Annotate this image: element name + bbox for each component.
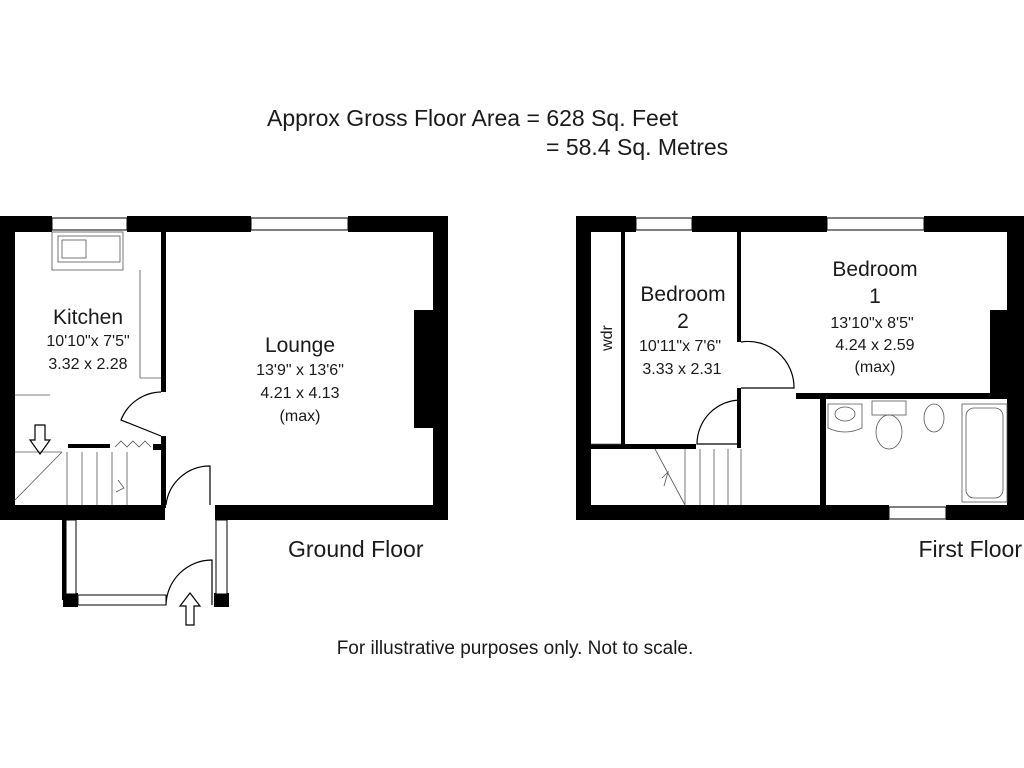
wardrobe-label: wdr (599, 325, 616, 351)
lounge-dim-note: (max) (279, 408, 321, 425)
ff-wall-top-right (924, 216, 1007, 232)
gf-stairs (15, 425, 161, 505)
bedroom2-dim-imperial: 10'11"x 7'6" (638, 338, 722, 355)
ground-floor-title: Ground Floor (288, 536, 424, 562)
bedroom1-label-line2: 1 (869, 285, 881, 308)
disclaimer-text: For illustrative purposes only. Not to scale. (336, 638, 694, 659)
ff-wall-bed2-left (621, 232, 625, 444)
ff-wall-bottom-right (946, 505, 1024, 520)
bedroom1-label-line1: Bedroom (832, 258, 918, 281)
ff-stairs (655, 449, 741, 505)
gf-wall-left (0, 216, 15, 520)
gf-wall-bottom-right (215, 505, 448, 520)
gross-area-sqm: = 58.4 Sq. Metres (546, 134, 729, 160)
ff-wall-bed2-bottom (591, 444, 696, 449)
gf-door-kitchen-swing (121, 392, 161, 436)
ff-window-bedroom1 (827, 218, 924, 230)
bedroom1-dim-note: (max) (854, 359, 896, 376)
lounge-dim-imperial: 13'9" x 13'6" (256, 362, 344, 379)
ff-window-bedroom2 (636, 218, 692, 230)
kitchen-label: Kitchen (52, 306, 124, 329)
kitchen-dim-imperial: 10'10"x 7'5" (46, 333, 130, 350)
gf-internal-wall-upper (161, 232, 166, 392)
basin-icon (828, 404, 862, 432)
kitchen-dim-metric: 3.32 x 2.28 (48, 356, 128, 373)
kitchen-sink-bowl (62, 240, 86, 258)
ground-floor-plan (0, 216, 448, 625)
ff-wall-bed2-right (737, 232, 741, 342)
gf-wall-bottom-left (0, 505, 165, 520)
entrance-arrow-icon (180, 593, 200, 625)
bedroom2-dim-metric: 3.33 x 2.31 (642, 361, 722, 378)
gf-window-lounge (251, 218, 348, 230)
ff-door-bed1-swing (741, 341, 794, 388)
bidet-icon (924, 404, 944, 432)
gf-porch-door-swing (166, 560, 212, 605)
ff-door-bed2-swing (697, 400, 741, 444)
toilet-icon (876, 415, 902, 449)
gf-porch (62, 466, 229, 625)
gf-window-kitchen (52, 218, 127, 230)
ff-wall-bath-left (820, 393, 826, 505)
bedroom2-label-line2: 2 (677, 310, 689, 333)
gf-internal-wall-lower (161, 436, 166, 508)
lounge-label: Lounge (264, 334, 336, 357)
ff-wall-bed2-right-lower (737, 388, 741, 448)
ff-chimney-breast (990, 310, 1010, 398)
gf-front-door-swing (166, 466, 210, 505)
toilet-cistern-icon (872, 401, 906, 415)
gross-area-sqft: Approx Gross Floor Area = 628 Sq. Feet (267, 105, 679, 131)
bathroom-fixtures (828, 401, 1007, 502)
ff-wall-bottom-left (576, 505, 889, 520)
bath-icon (962, 404, 1007, 502)
bedroom2-label-line1: Bedroom (640, 283, 726, 306)
ff-window-bathroom (889, 507, 946, 519)
ff-wall-bed1-bottom (796, 393, 1010, 399)
gf-wall-top-mid (127, 216, 251, 232)
ff-wall-top-mid (692, 216, 827, 232)
kitchen-worktop (52, 232, 123, 270)
lounge-dim-metric: 4.21 x 4.13 (260, 385, 340, 402)
bedroom1-dim-imperial: 13'10"x 8'5" (830, 315, 914, 332)
first-floor-title: First Floor (918, 536, 1022, 562)
gf-chimney-breast (414, 310, 436, 428)
first-floor-plan (576, 216, 1024, 562)
bedroom1-dim-metric: 4.24 x 2.59 (835, 337, 915, 354)
ff-wall-left (576, 216, 591, 520)
